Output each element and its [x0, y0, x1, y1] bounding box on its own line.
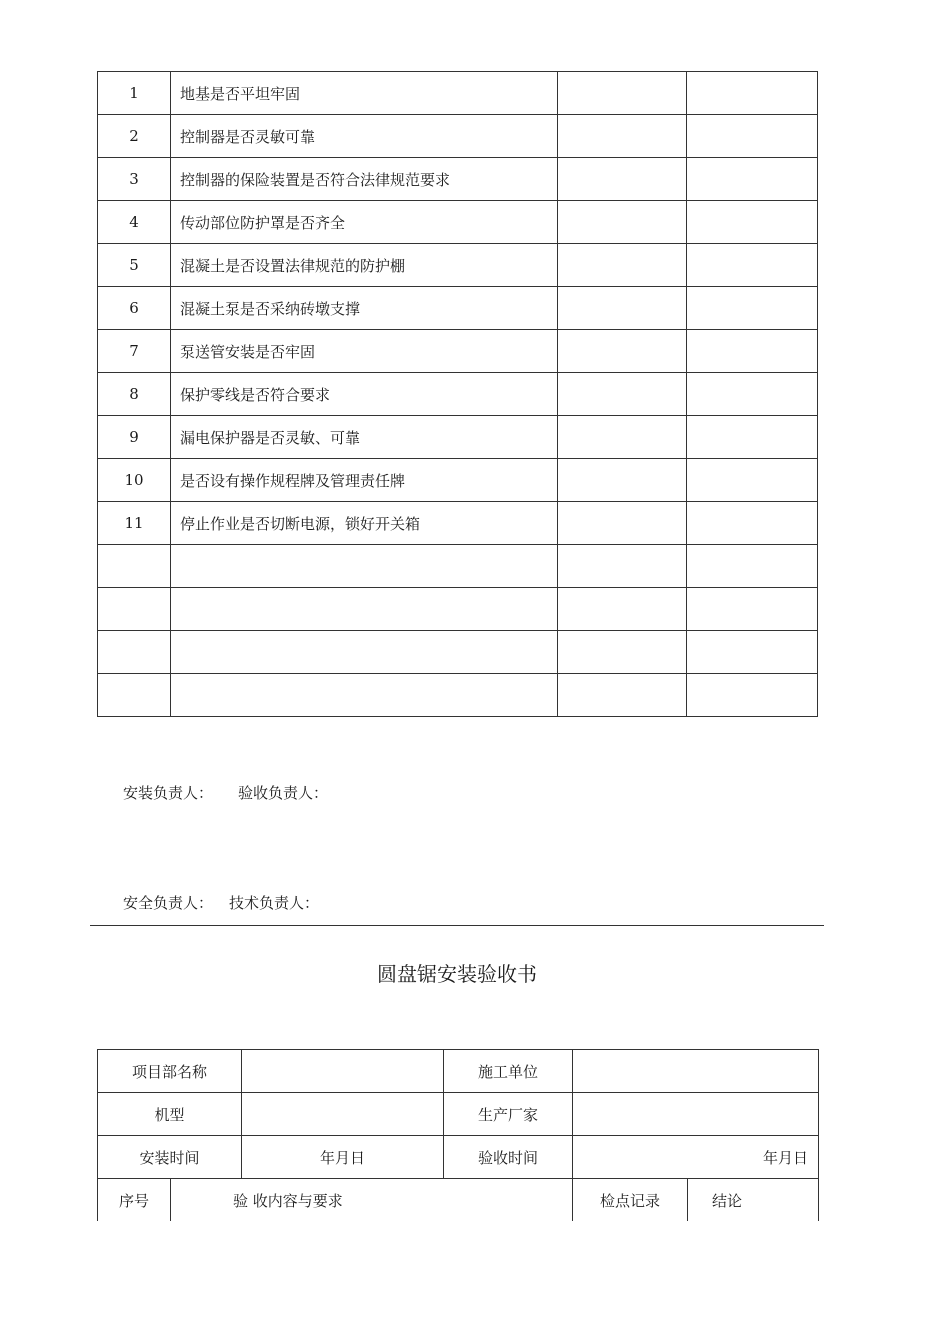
constructor-label: 施工单位	[444, 1050, 573, 1093]
table-row	[98, 631, 818, 674]
row-record-cell	[558, 244, 687, 287]
row-number: 9	[98, 416, 171, 459]
row-record-cell	[558, 631, 687, 674]
signature-row-safety-tech	[123, 892, 319, 913]
project-dept-label: 项目部名称	[98, 1050, 242, 1093]
model-label: 机型	[98, 1093, 242, 1136]
row-number: 10	[98, 459, 171, 502]
table-row	[98, 158, 818, 201]
row-content: 是否设有操作规程牌及管理责任牌	[171, 459, 558, 502]
row-record-cell	[558, 115, 687, 158]
row-conclusion-cell	[687, 631, 818, 674]
table-row	[98, 416, 818, 459]
model-value	[242, 1093, 444, 1136]
row-content: 控制器的保险装置是否符合法律规范要求	[171, 158, 558, 201]
row-conclusion-cell	[687, 459, 818, 502]
row-record-cell	[558, 72, 687, 115]
row-conclusion-cell	[687, 416, 818, 459]
row-content: 混凝土是否设置法律规范的防护棚	[171, 244, 558, 287]
row-conclusion-cell	[687, 674, 818, 717]
row-number: 5	[98, 244, 171, 287]
table-row	[98, 201, 818, 244]
checklist-header-row	[98, 1179, 819, 1222]
row-content: 地基是否平坦牢固	[171, 72, 558, 115]
table-row	[98, 373, 818, 416]
row-record-cell	[558, 588, 687, 631]
row-record-cell	[558, 416, 687, 459]
info-row-time	[98, 1136, 819, 1179]
row-content: 控制器是否灵敏可靠	[171, 115, 558, 158]
row-number: 7	[98, 330, 171, 373]
row-conclusion-cell	[687, 158, 818, 201]
tech-lead-label: 技术负责人：	[229, 894, 320, 912]
row-record-cell	[558, 330, 687, 373]
row-number: 6	[98, 287, 171, 330]
table-row	[98, 674, 818, 717]
row-number	[98, 631, 171, 674]
row-content: 混凝土泵是否采纳砖墩支撑	[171, 287, 558, 330]
row-number: 11	[98, 502, 171, 545]
row-conclusion-cell	[687, 287, 818, 330]
row-content	[171, 631, 558, 674]
row-record-cell	[558, 373, 687, 416]
row-number: 2	[98, 115, 171, 158]
row-content: 保护零线是否符合要求	[171, 373, 558, 416]
table-row	[98, 545, 818, 588]
project-dept-value	[242, 1050, 444, 1093]
table-row	[98, 502, 818, 545]
row-record-cell	[558, 545, 687, 588]
install-time-label: 安装时间	[98, 1136, 242, 1179]
row-content: 停止作业是否切断电源，锁好开关箱	[171, 502, 558, 545]
accept-time-value: 年月日	[573, 1136, 819, 1179]
constructor-value	[573, 1050, 819, 1093]
row-conclusion-cell	[687, 72, 818, 115]
row-record-cell	[558, 674, 687, 717]
row-number	[98, 674, 171, 717]
row-conclusion-cell	[687, 545, 818, 588]
equipment-info-table	[97, 1049, 819, 1221]
acceptance-checklist-table	[97, 71, 818, 717]
row-content: 泵送管安装是否牢固	[171, 330, 558, 373]
table-row	[98, 72, 818, 115]
row-content	[171, 545, 558, 588]
row-record-cell	[558, 287, 687, 330]
row-conclusion-cell	[687, 330, 818, 373]
manufacturer-label: 生产厂家	[444, 1093, 573, 1136]
row-conclusion-cell	[687, 244, 818, 287]
info-row-project	[98, 1050, 819, 1093]
col-conclusion-header: 结论	[688, 1179, 819, 1222]
row-record-cell	[558, 201, 687, 244]
row-conclusion-cell	[687, 115, 818, 158]
accept-time-label: 验收时间	[444, 1136, 573, 1179]
table-row	[98, 330, 818, 373]
info-row-model	[98, 1093, 819, 1136]
page-divider	[90, 925, 824, 926]
row-number: 4	[98, 201, 171, 244]
row-number: 1	[98, 72, 171, 115]
document-title: 圆盘锯安装验收书	[377, 962, 537, 986]
row-number: 3	[98, 158, 171, 201]
row-record-cell	[558, 459, 687, 502]
table-row	[98, 244, 818, 287]
row-record-cell	[558, 502, 687, 545]
row-number	[98, 545, 171, 588]
row-number: 8	[98, 373, 171, 416]
table-row	[98, 287, 818, 330]
row-conclusion-cell	[687, 201, 818, 244]
manufacturer-value	[573, 1093, 819, 1136]
install-time-value: 年月日	[242, 1136, 444, 1179]
row-number	[98, 588, 171, 631]
col-num-header: 序号	[98, 1179, 171, 1222]
table-row	[98, 588, 818, 631]
col-content-header: 验 收内容与要求	[171, 1179, 573, 1222]
row-content: 传动部位防护罩是否齐全	[171, 201, 558, 244]
table-row	[98, 459, 818, 502]
row-conclusion-cell	[687, 502, 818, 545]
install-lead-label: 安装负责人：	[123, 784, 214, 802]
row-conclusion-cell	[687, 373, 818, 416]
safety-lead-label: 安全负责人：	[123, 894, 214, 912]
row-conclusion-cell	[687, 588, 818, 631]
row-content	[171, 588, 558, 631]
col-record-header: 检点记录	[573, 1179, 688, 1222]
accept-lead-label: 验收负责人：	[238, 784, 329, 802]
row-content	[171, 674, 558, 717]
row-content: 漏电保护器是否灵敏、可靠	[171, 416, 558, 459]
table-row	[98, 115, 818, 158]
row-record-cell	[558, 158, 687, 201]
signature-row-install-accept	[123, 782, 328, 803]
